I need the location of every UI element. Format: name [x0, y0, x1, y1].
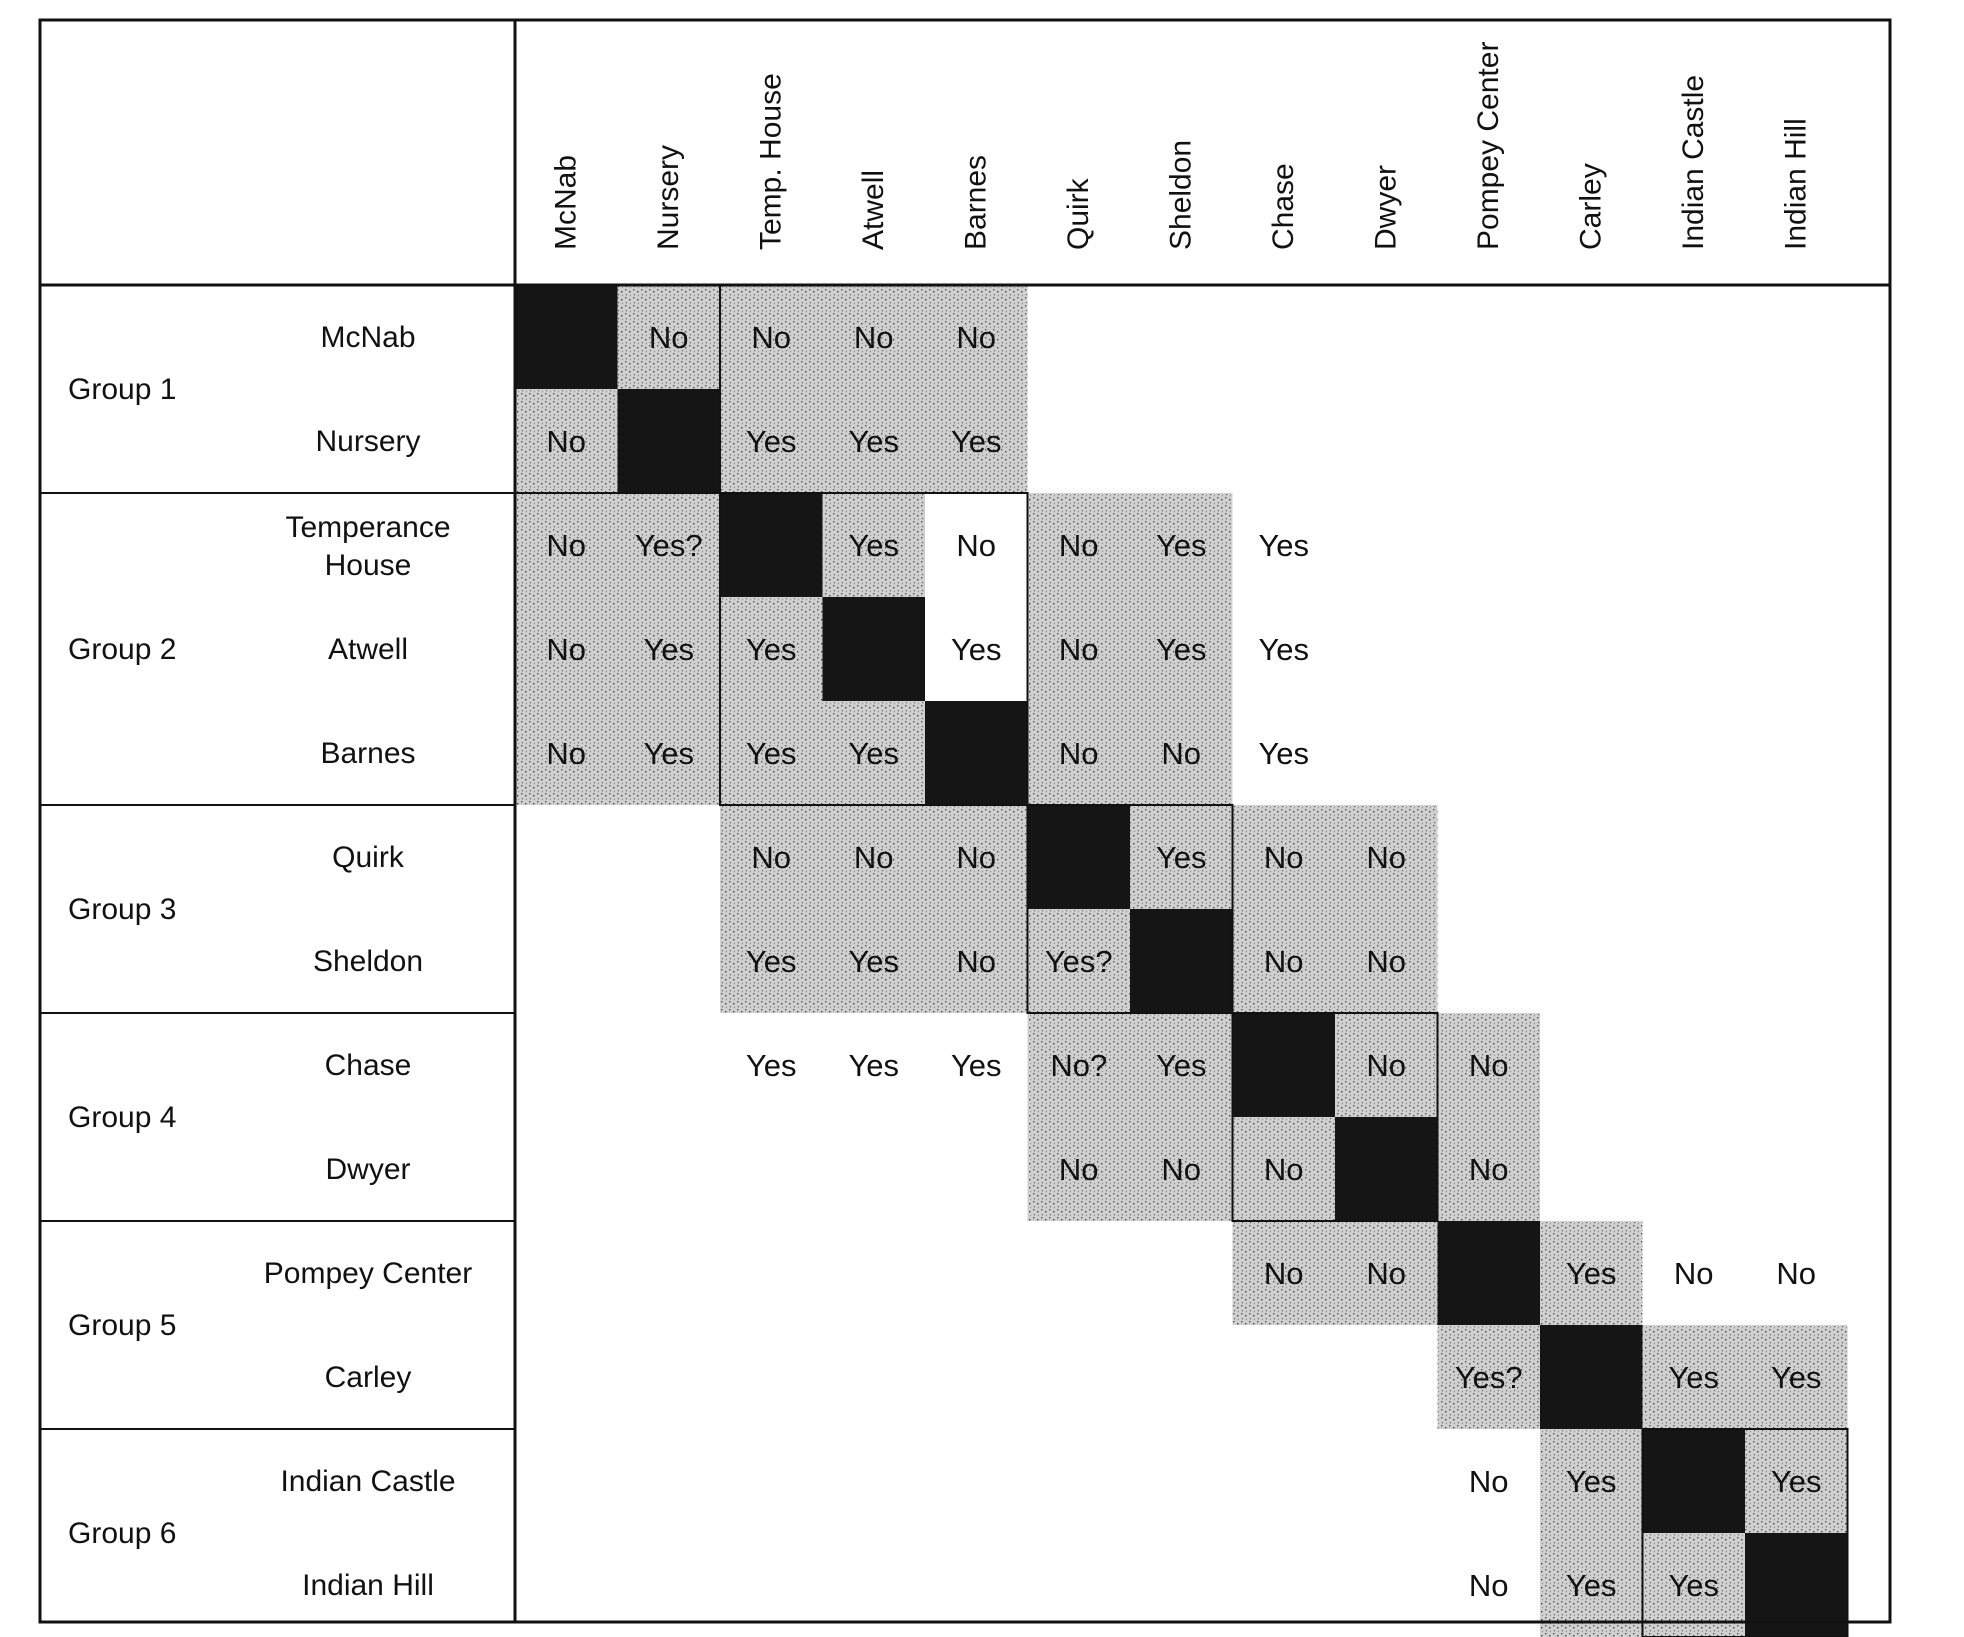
matrix-cell: No [1366, 1048, 1407, 1083]
diagonal-cell [1438, 1221, 1541, 1325]
matrix-cell: No [1468, 1464, 1509, 1499]
matrix-cell: No [956, 944, 997, 979]
group-label: Group 5 [68, 1309, 177, 1342]
matrix-cell: Yes [1258, 632, 1310, 667]
matrix-cell: Yes [848, 736, 900, 771]
matrix-cell: No [1366, 944, 1407, 979]
matrix-cell: Yes [1668, 1568, 1720, 1603]
diagonal-cell [1233, 1013, 1336, 1117]
matrix-cell: No [853, 320, 894, 355]
group-label: Group 3 [68, 893, 177, 926]
matrix-cell: Yes [848, 1048, 900, 1083]
column-header: Nursery [651, 144, 685, 250]
matrix-cell: Yes [1155, 840, 1207, 875]
matrix-cell: Yes [1155, 632, 1207, 667]
diagonal-cell [1028, 805, 1131, 909]
matrix-cell: No [546, 632, 587, 667]
matrix-cell: No [1468, 1048, 1509, 1083]
row-label: Atwell [327, 633, 409, 666]
row-label: Pompey Center [263, 1257, 473, 1290]
column-header: Indian Hill [1779, 118, 1813, 250]
diagonal-cell [1540, 1325, 1643, 1429]
row-label: Indian Castle [280, 1465, 456, 1498]
matrix-cell: No [956, 840, 997, 875]
matrix-cell: Yes [848, 944, 900, 979]
matrix-cell: Yes [950, 424, 1002, 459]
matrix-cell: No [1058, 632, 1099, 667]
matrix-cell: Yes [1770, 1464, 1822, 1499]
column-header: McNab [549, 154, 583, 250]
matrix-cell: No [1161, 736, 1202, 771]
column-header: Carley [1574, 163, 1608, 250]
shaded-block [720, 805, 1028, 1013]
row-label: McNab [320, 321, 416, 354]
column-header: Pompey Center [1471, 41, 1505, 250]
shaded-block [1233, 805, 1438, 1013]
matrix-cell: Yes [643, 736, 695, 771]
matrix-cell: Yes? [1454, 1360, 1523, 1395]
column-header: Chase [1266, 163, 1300, 250]
matrix-cell: Yes [1155, 528, 1207, 563]
diagonal-cell [925, 701, 1028, 805]
diagonal-cell [618, 389, 721, 493]
column-header: Atwell [856, 169, 890, 250]
row-label: Indian Hill [302, 1569, 434, 1602]
matrix-cell: Yes? [634, 528, 703, 563]
matrix-cell: No [1468, 1152, 1509, 1187]
group-label: Group 2 [68, 633, 177, 666]
row-label: Temperance House [285, 511, 451, 582]
column-header: Indian Castle [1676, 74, 1710, 250]
column-headers [549, 42, 1812, 250]
diagonal-cell [720, 493, 823, 597]
row-label: Nursery [315, 425, 421, 458]
matrix-cell: Yes [1565, 1464, 1617, 1499]
diagonal-cell [823, 597, 926, 701]
diagonal-cell [1335, 1117, 1438, 1221]
column-header: Barnes [959, 154, 993, 250]
shaded-block [1438, 1013, 1541, 1221]
matrix-cell: No [1058, 1152, 1099, 1187]
matrix-cell: No [751, 840, 792, 875]
column-header: Sheldon [1164, 139, 1198, 250]
matrix-cell: No [648, 320, 689, 355]
matrix-cell: No [1263, 840, 1304, 875]
matrix-cell: Yes [1668, 1360, 1720, 1395]
matrix-cell: Yes [745, 736, 797, 771]
matrix-cell: Yes [950, 1048, 1002, 1083]
matrix-cell: No [853, 840, 894, 875]
matrix-cell: Yes [950, 632, 1002, 667]
matrix-cell: No [1263, 944, 1304, 979]
matrix-cell: No [1263, 1256, 1304, 1291]
matrix-cell: No [1776, 1256, 1817, 1291]
matrix-cell: No [751, 320, 792, 355]
matrix-cell: Yes [745, 424, 797, 459]
matrix-cell: Yes [848, 424, 900, 459]
matrix-cell: No [1468, 1568, 1509, 1603]
row-label: Carley [324, 1361, 412, 1394]
matrix-cell: No [1366, 1256, 1407, 1291]
shaded-block [1028, 1013, 1233, 1221]
shaded-block [1540, 1429, 1643, 1637]
matrix-cell: No [1161, 1152, 1202, 1187]
matrix-cell: Yes [643, 632, 695, 667]
diagonal-cell [1130, 909, 1233, 1013]
diagonal-cell [1643, 1429, 1746, 1533]
matrix-cell: Yes [1258, 736, 1310, 771]
shaded-block [720, 285, 1028, 493]
column-header: Quirk [1061, 178, 1095, 250]
matrix-cell: Yes [745, 944, 797, 979]
matrix-cell: No [956, 528, 997, 563]
column-header: Temp. House [754, 73, 788, 250]
matrix-cell: Yes [1565, 1568, 1617, 1603]
matrix-cell: No [956, 320, 997, 355]
matrix-cell: No [1263, 1152, 1304, 1187]
matrix-cell: No [1058, 528, 1099, 563]
matrix-cell: Yes [1565, 1256, 1617, 1291]
matrix-cell: No [1366, 840, 1407, 875]
matrix-cell: Yes [1155, 1048, 1207, 1083]
row-label: Quirk [332, 841, 404, 874]
row-label: Chase [324, 1049, 412, 1082]
matrix-cell: No [1058, 736, 1099, 771]
group-label: Group 4 [68, 1101, 177, 1134]
row-label: Barnes [320, 737, 416, 770]
matrix-cell: Yes? [1044, 944, 1113, 979]
diagonal-cell [515, 285, 618, 389]
row-labels [68, 321, 472, 1602]
matrix-cell: Yes [1258, 528, 1310, 563]
matrix-cell: No? [1050, 1048, 1108, 1083]
matrix-cell: No [546, 528, 587, 563]
matrix-cell: Yes [848, 528, 900, 563]
matrix-cell: Yes [745, 632, 797, 667]
diagonal-cells-layer [515, 285, 1848, 1637]
matrix-cell: Yes [745, 1048, 797, 1083]
group-label: Group 6 [68, 1517, 177, 1550]
matrix-cell: Yes [1770, 1360, 1822, 1395]
matrix-cell: No [546, 424, 587, 459]
group-label: Group 1 [68, 373, 177, 406]
matrix-cell: No [1673, 1256, 1714, 1291]
row-label: Dwyer [325, 1153, 411, 1186]
column-header: Dwyer [1369, 164, 1403, 250]
row-label: Sheldon [312, 945, 424, 978]
matrix-cell: No [546, 736, 587, 771]
